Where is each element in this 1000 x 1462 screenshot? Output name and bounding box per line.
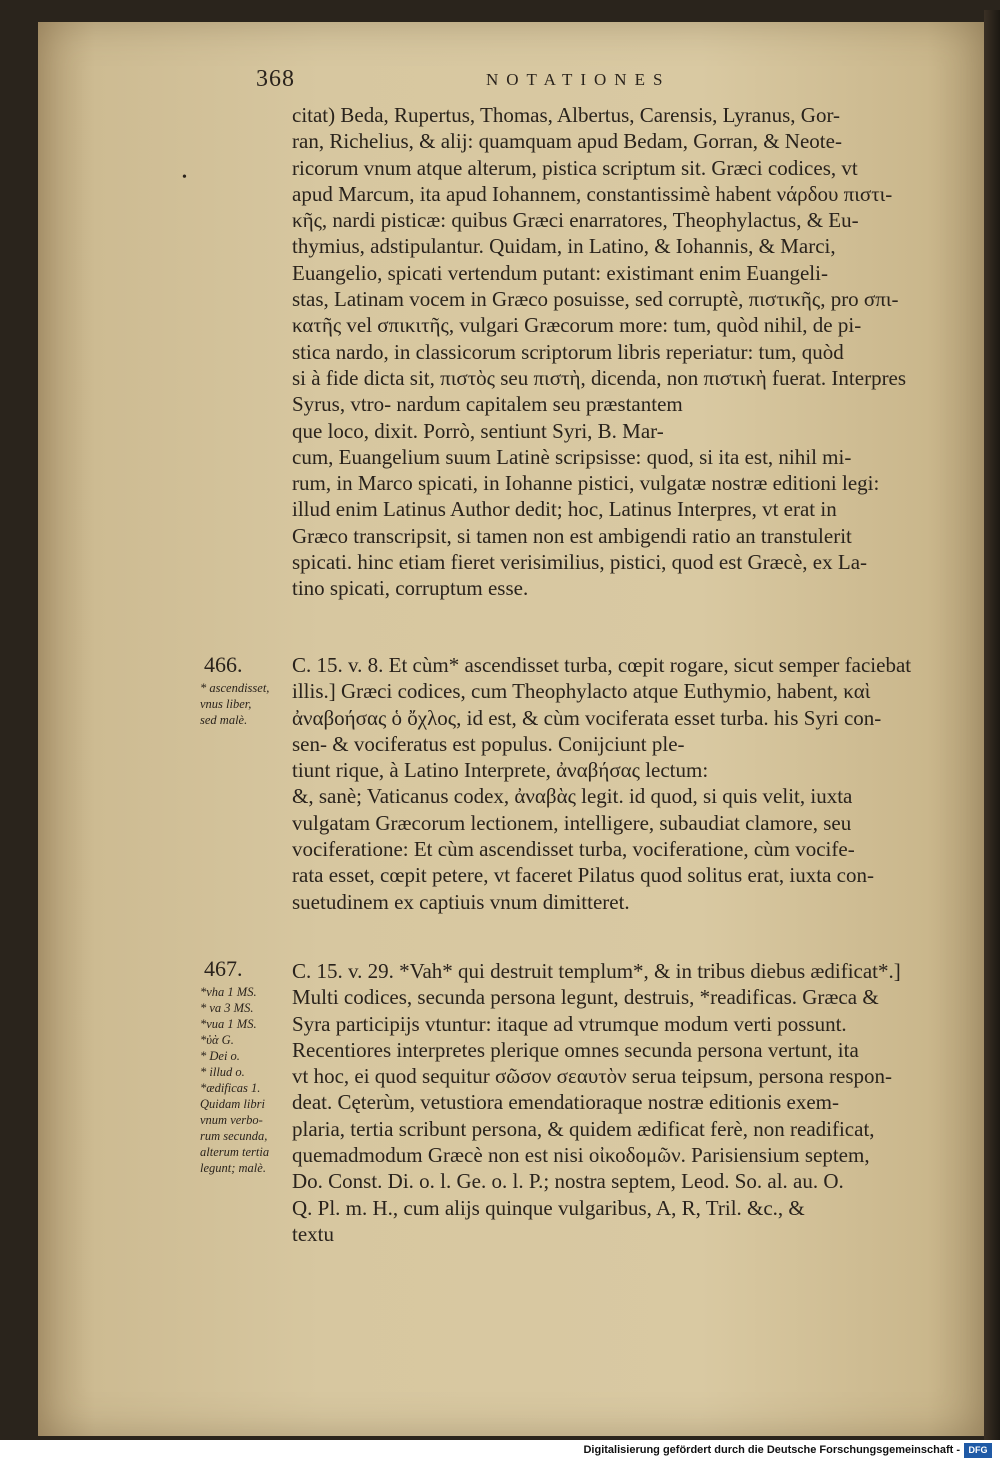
text-line: Euangelio, spicati vertendum putant: existimant enim Euangeli- [292,260,828,285]
text-line: Syra participijs vtuntur: itaque ad vtrumque modum verti possunt. [292,1011,847,1036]
dfg-logo: DFG [964,1443,992,1458]
note-466-text [292,652,972,915]
note-number-467: 467. [204,956,243,981]
margin-note-467 [200,984,292,1176]
text-line: tiunt rique, à Latino Interprete, ἀναβήσας lectum: [292,758,709,783]
text-line: citat) Beda, Rupertus, Thomas, Albertus, Carensis, Lyranus, Gor- [292,103,841,127]
margin-line: *ὐὰ G. [200,1033,234,1047]
text-line: κῆς, nardi pisticæ: quibus Græci enarratores, Theophylactus, & Eu- [292,208,859,233]
margin-line: sed malè. [200,713,248,727]
text-line: illis.] Græci codices, cum Theophylacto atque Euthymio, habent, καὶ [292,679,871,704]
text-line: rata esset, cœpit petere, vt faceret Pilatus quod solitus erat, iuxta con- [292,863,874,888]
text-line: Multi codices, secunda persona legunt, destruis, *readificas. Græca & [292,985,879,1010]
text-line: sen- & vociferatus est populus. Conijciunt ple- [292,731,685,756]
text-line: textu [292,1221,334,1246]
paragraph-continuation [292,102,972,602]
text-line: deat. Cęterùm, vetustiora emendatioraque nostræ editionis exem- [292,1090,840,1115]
text-line: Syrus, vtro- nardum capitalem seu præstantem [292,392,683,417]
text-line: ricorum vnum atque alterum, pistica scriptum sit. Græci codices, vt [292,155,858,180]
text-line: Recentiores interpretes plerique omnes secunda persona vertunt, ita [292,1037,859,1062]
text-line: cum, Euangelium suum Latinè scripsisse: quod, si ita est, nihil mi- [292,444,852,469]
margin-line: vnus liber, [200,697,252,711]
text-line: thymius, adstipulantur. Quidam, in Latino, & Iohannis, & Marci, [292,234,836,259]
text-line: Q. Pl. m. H., cum alijs quinque vulgaribus, A, R, Tril. &c., & [292,1195,805,1220]
page-edge [984,10,1000,1440]
margin-line: * ascendisset, [200,681,270,695]
margin-line: vnum verbo- [200,1113,263,1127]
text-line: ἀναβοήσας ὁ ὄχλος, id est, & cùm vociferata esset turba. his Syri con- [292,705,882,730]
text-line: Do. Const. Di. o. l. Ge. o. l. P.; nostra septem, Leod. So. al. au. O. [292,1169,844,1194]
text-line: si à fide dicta sit, πιστὸς seu πιστὴ, dicenda, non πιστικὴ fuerat. Interpres [292,365,907,390]
running-head [216,66,748,102]
text-line: apud Marcum, ita apud Iohannem, constantissimè habent νάρδου πιστι- [292,181,893,206]
text-line: vociferatione: Et cùm ascendisset turba, vociferatione, cùm vocife- [292,837,855,862]
margin-line: * Dei o. [200,1049,240,1063]
margin-line: alterum tertia [200,1145,270,1159]
text-line: C. 15. v. 8. Et cùm* ascendisset turba, cœpit rogare, sicut semper faciebat [292,653,912,677]
text-line: κατῆς vel σπικιτῆς, vulgari Græcorum more: tum, quòd nihil, de pi- [292,313,862,338]
text-line: stica nardo, in classicorum scriptorum libris reperiatur: tum, quòd [292,339,844,364]
margin-note-466 [200,680,292,728]
footer-bar [0,1440,1000,1462]
margin-dot-mark: • [182,170,187,185]
text-line: vt hoc, ei quod sequitur σῶσον σεαυτὸν serua teipsum, persona respon- [292,1064,892,1089]
text-line: Græco transcripsit, si tamen non est ambigendi ratio an transtulerit [292,523,852,548]
note-number-466: 466. [204,652,243,677]
text-line: plaria, tertia scribunt persona, & quidem ædificat ferè, non readificat, [292,1116,875,1141]
margin-line: *vha 1 MS. [200,985,257,999]
text-line: vulgatam Græcorum lectionem, intelligere, subaudiat clamore, seu [292,810,852,835]
margin-line: *vua 1 MS. [200,1017,257,1031]
text-line: suetudinem ex captiuis vnum dimitteret. [292,889,630,914]
margin-line: legunt; malè. [200,1161,266,1175]
margin-line: Quidam libri [200,1097,265,1111]
text-line: tino spicati, corruptum esse. [292,576,529,601]
text-line: &, sanè; Vaticanus codex, ἀναβὰς legit. id quod, si quis velit, iuxta [292,784,853,809]
text-line: illud enim Latinus Author dedit; hoc, Latinus Interpres, vt erat in [292,497,837,522]
text-line: spicati. hinc etiam fieret verisimilius, pistici, quod est Græcè, ex La- [292,550,868,575]
text-line: que loco, dixit. Porrò, sentiunt Syri, B. Mar- [292,418,664,443]
text-line: quemadmodum Græcè non est nisi οἰκοδομῶν. Parisiensium septem, [292,1143,870,1168]
text-line: ran, Richelius, & alij: quamquam apud Bedam, Gorran, & Neote- [292,129,842,154]
margin-line: rum secunda, [200,1129,268,1143]
note-467-text [292,958,972,1247]
running-title: NOTATIONES [486,70,671,89]
margin-line: * va 3 MS. [200,1001,254,1015]
margin-line: *ædificas 1. [200,1081,261,1095]
page-number: 368 [256,66,295,92]
footer-credit: Digitalisierung gefördert durch die Deutsche Forschungsgemeinschaft - [583,1444,960,1456]
text-line: C. 15. v. 29. *Vah* qui destruit templum*, & in tribus diebus ædificat*.] [292,959,901,983]
margin-line: * illud o. [200,1065,245,1079]
text-line: stas, Latinam vocem in Græco posuisse, sed corruptè, πιστικῆς, pro σπι- [292,287,899,312]
text-line: rum, in Marco spicati, in Iohanne pistici, vulgatæ nostræ editioni legi: [292,471,880,496]
